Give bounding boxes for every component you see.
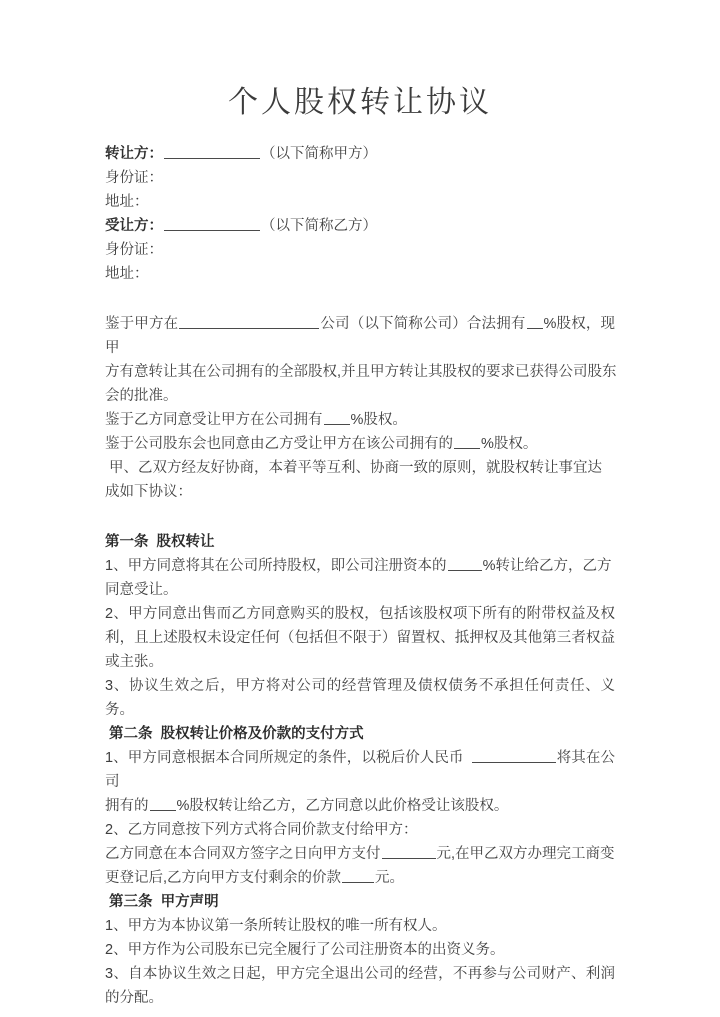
transferor-row bbox=[105, 142, 615, 166]
article-2-percent-blank[interactable] bbox=[150, 795, 176, 811]
article-2-price-blank[interactable] bbox=[472, 747, 556, 763]
article-1-clause-1-line2: 同意受让。 bbox=[105, 582, 178, 598]
parties-block bbox=[105, 142, 615, 286]
recital-3-percent-blank[interactable] bbox=[454, 433, 480, 449]
article-2-second-payment-blank[interactable] bbox=[342, 867, 374, 883]
article-2 bbox=[105, 722, 615, 890]
spacer-after-title bbox=[105, 120, 615, 142]
article-2-payment-line2 bbox=[105, 866, 615, 890]
article-2-clause-1-line2 bbox=[105, 794, 615, 818]
recital-1-line3: 会的批准。 bbox=[105, 388, 178, 404]
article-3 bbox=[105, 890, 615, 1010]
recital-2-text-a: 鉴于乙方同意受让甲方在公司拥有 bbox=[105, 412, 323, 428]
recital-3 bbox=[105, 432, 615, 456]
recital-1-text-c: %股权，现甲 bbox=[105, 316, 615, 356]
recital-1-text-a: 鉴于甲方在 bbox=[105, 316, 179, 332]
article-1-clause-1-text-a: 1、甲方同意将其在公司所持股权，即公司注册资本的 bbox=[105, 558, 447, 574]
transferee-name-blank[interactable] bbox=[164, 215, 260, 231]
recital-1-percent-blank[interactable] bbox=[527, 313, 543, 329]
article-2-payment-text-d: 元。 bbox=[375, 870, 405, 886]
recital-1-text-b: 公司（以下简称公司）合法拥有 bbox=[320, 316, 526, 332]
recital-2-text-b: %股权。 bbox=[350, 412, 407, 428]
recital-2-percent-blank[interactable] bbox=[324, 409, 350, 425]
transferor-address-row: 地址： bbox=[105, 194, 149, 210]
company-name-blank[interactable] bbox=[179, 313, 319, 329]
article-3-clause-2: 2、甲方作为公司股东已完全履行了公司注册资本的出资义务。 bbox=[105, 942, 505, 958]
article-1-percent-blank[interactable] bbox=[448, 555, 482, 571]
article-2-clause-1-text-d: %股权转让给乙方，乙方同意以此价格受让该股权。 bbox=[176, 798, 509, 814]
article-3-heading: 第三条 甲方声明 bbox=[105, 894, 219, 910]
article-3-clause-3: 3、自本协议生效之日起，甲方完全退出公司的经营，不再参与公司财产、利润的分配。 bbox=[105, 966, 615, 1006]
document-content bbox=[105, 0, 615, 1010]
article-1-clause-2: 2、甲方同意出售而乙方同意购买的股权，包括该股权项下所有的附带权益及权利，且上述股权未设定任何（包括但不限于）留置权、抵押权及其他第三者权益或主张。 bbox=[105, 606, 615, 670]
article-3-clause-1: 1、甲方为本协议第一条所转让股权的唯一所有权人。 bbox=[105, 918, 447, 934]
article-2-clause-1 bbox=[105, 746, 615, 794]
recitals-block bbox=[105, 312, 615, 504]
article-2-first-payment-blank[interactable] bbox=[382, 843, 436, 859]
transferor-suffix: （以下简称甲方） bbox=[261, 146, 377, 162]
article-2-payment-text-b: 元,在甲乙双方办理完工商变 bbox=[436, 846, 615, 862]
article-1-clause-3: 3、协议生效之后，甲方将对公司的经营管理及债权债务不承担任何责任、义务。 bbox=[105, 678, 615, 718]
article-2-payment-text-a: 乙方同意在本合同双方签字之日向甲方支付 bbox=[105, 846, 381, 862]
transferee-label: 受让方： bbox=[105, 218, 163, 234]
article-2-clause-1-text-c: 拥有的 bbox=[105, 798, 149, 814]
article-2-clause-1-text-a: 1、甲方同意根据本合同所规定的条件，以税后价人民币 bbox=[105, 750, 464, 766]
transferee-row bbox=[105, 214, 615, 238]
transferee-suffix: （以下简称乙方） bbox=[261, 218, 377, 234]
transferee-id-row: 身份证： bbox=[105, 242, 163, 258]
article-1-clause-1-text-b: %转让给乙方，乙方 bbox=[482, 558, 612, 574]
article-1 bbox=[105, 530, 615, 722]
page-title: 个人股权转让协议 bbox=[228, 86, 492, 119]
recital-2 bbox=[105, 408, 615, 432]
transferor-id-row: 身份证： bbox=[105, 170, 163, 186]
spacer-after-parties bbox=[105, 286, 615, 312]
transferee-address-row: 地址： bbox=[105, 266, 149, 282]
article-2-payment-line1 bbox=[105, 842, 615, 866]
article-2-clause-1-text-b: 将其在公司 bbox=[105, 750, 616, 790]
recital-1 bbox=[105, 312, 615, 360]
article-1-clause-1 bbox=[105, 554, 615, 578]
transferor-name-blank[interactable] bbox=[164, 143, 260, 159]
recital-3-text-b: %股权。 bbox=[481, 436, 538, 452]
recital-4-line2: 成如下协议： bbox=[105, 484, 192, 500]
recital-3-text-a: 鉴于公司股东会也同意由乙方受让甲方在该公司拥有的 bbox=[105, 436, 453, 452]
article-2-heading: 第二条 股权转让价格及价款的支付方式 bbox=[105, 726, 364, 742]
article-2-clause-2: 2、乙方同意按下列方式将合同价款支付给甲方： bbox=[105, 822, 418, 838]
article-2-payment-text-c: 更登记后,乙方向甲方支付剩余的价款 bbox=[105, 870, 342, 886]
spacer-before-article-1 bbox=[105, 504, 615, 530]
recital-4-line1: 甲、乙双方经友好协商，本着平等互利、协商一致的原则，就股权转让事宜达 bbox=[105, 460, 603, 476]
article-1-heading: 第一条 股权转让 bbox=[105, 534, 215, 550]
recital-1-line2: 方有意转让其在公司拥有的全部股权,并且甲方转让其股权的要求已获得公司股东 bbox=[105, 364, 617, 380]
transferor-label: 转让方： bbox=[105, 146, 163, 162]
